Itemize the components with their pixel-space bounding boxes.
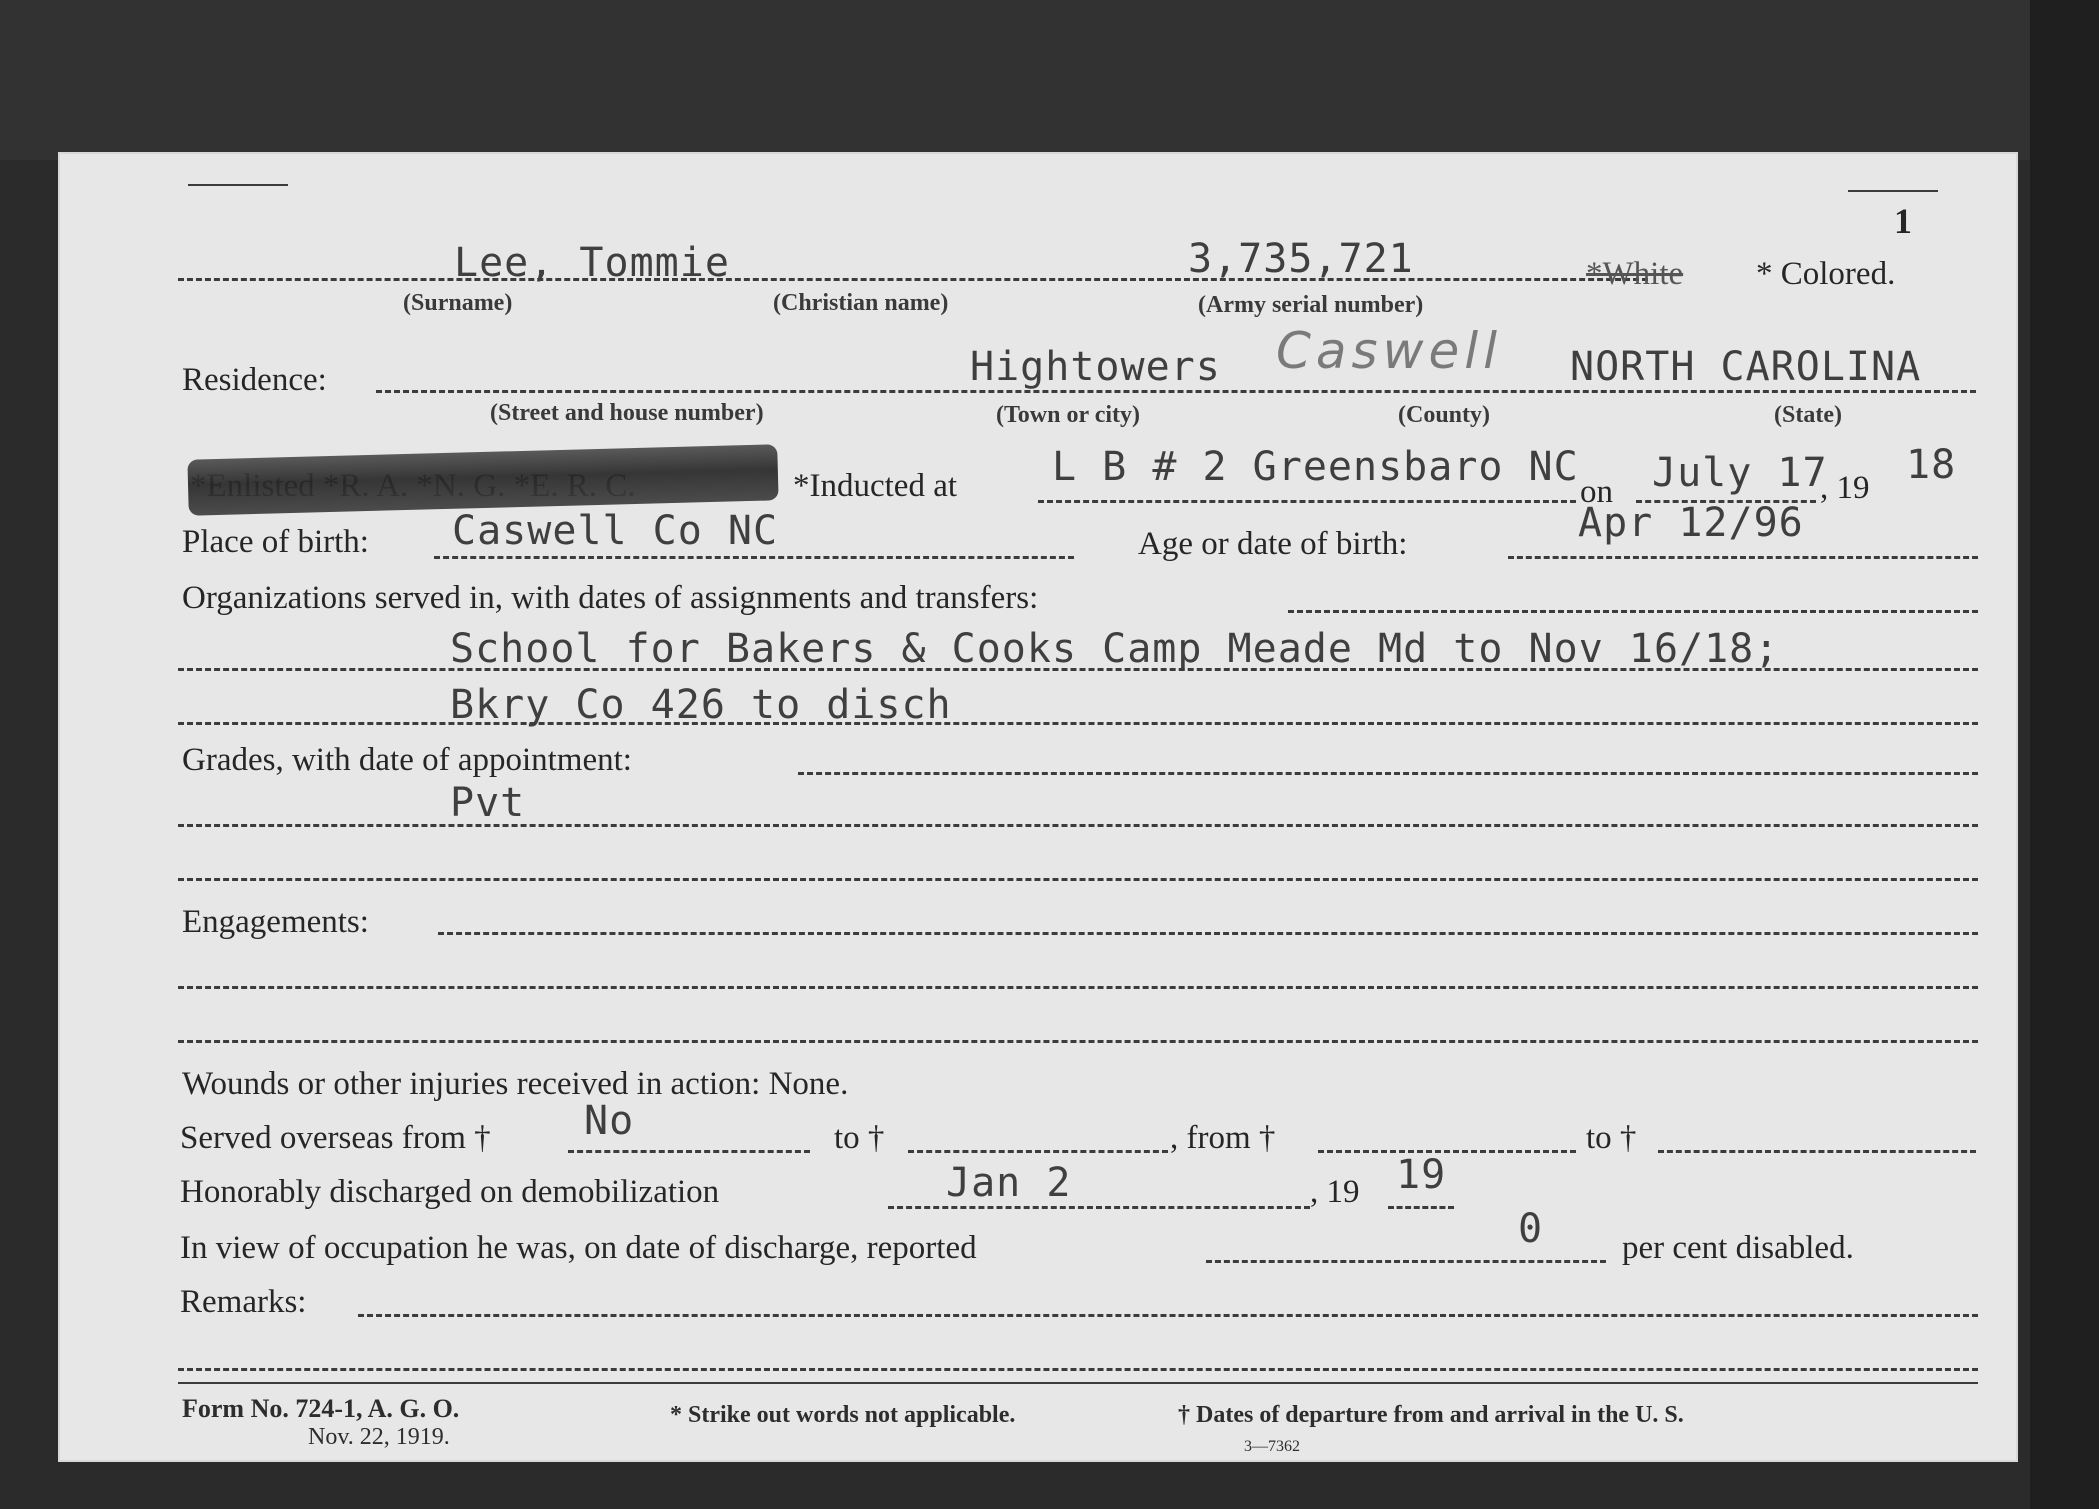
print-code: 3—7362	[1244, 1438, 1300, 1455]
race-colored: * Colored.	[1756, 256, 1896, 292]
surname-christian-value: Lee, Tommie	[454, 240, 730, 286]
birth-date-value: Apr 12/96	[1578, 500, 1804, 546]
town-value: Hightowers	[970, 344, 1221, 390]
residence-line	[376, 390, 1976, 393]
discharge-year-line	[1388, 1206, 1454, 1209]
strike-note: * Strike out words not applicable.	[670, 1402, 1016, 1428]
name-line	[178, 278, 1648, 281]
caption-serial: (Army serial number)	[1198, 292, 1424, 318]
grade-rule-2	[178, 878, 1978, 881]
discharge-date-value: Jan 2	[946, 1160, 1072, 1206]
top-left-rule	[188, 184, 288, 186]
overseas-to-label-2: to †	[1586, 1120, 1637, 1156]
dates-note: † Dates of departure from and arrival in the U. S.	[1178, 1402, 1684, 1428]
footer-rule	[178, 1382, 1978, 1384]
disability-line	[1206, 1260, 1606, 1263]
organizations-line	[1288, 610, 1978, 613]
caption-state: (State)	[1774, 402, 1842, 428]
disability-suffix: per cent disabled.	[1622, 1230, 1854, 1266]
engagements-label: Engagements:	[182, 904, 369, 940]
caption-town: (Town or city)	[996, 402, 1140, 428]
engagements-rule-1	[178, 986, 1978, 989]
organizations-label: Organizations served in, with dates of assignments and transfers:	[182, 580, 1039, 616]
inducted-line	[1038, 500, 1576, 503]
overseas-to-label: to †	[834, 1120, 885, 1156]
grade-rule-1	[178, 824, 1978, 827]
background-top	[0, 0, 2099, 160]
birth-date-line	[1508, 556, 1978, 559]
overseas-value: No	[584, 1098, 635, 1144]
induction-year-value: 18	[1906, 442, 1957, 488]
wounds-label: Wounds or other injuries received in action: None.	[182, 1066, 849, 1102]
top-right-rule	[1848, 190, 1938, 192]
discharge-year-prefix: , 19	[1310, 1174, 1360, 1210]
organization-line-2: Bkry Co 426 to disch	[450, 682, 952, 728]
discharge-date-line	[888, 1206, 1310, 1209]
organization-rule-2	[178, 722, 1978, 725]
induction-date-value: July 17	[1652, 450, 1828, 496]
form-number: Form No. 724-1, A. G. O.	[182, 1394, 460, 1423]
overseas-from-line-2	[1318, 1150, 1576, 1153]
engagements-line	[438, 932, 1978, 935]
race-white: *White	[1586, 256, 1684, 292]
county-handwritten: Caswell	[1276, 322, 1503, 380]
on-label: on	[1580, 474, 1613, 510]
redaction-smudge	[187, 444, 778, 515]
grade-value: Pvt	[450, 780, 526, 826]
grades-label: Grades, with date of appointment:	[182, 742, 632, 778]
organization-rule-1	[178, 668, 1978, 671]
caption-street: (Street and house number)	[490, 400, 764, 426]
service-record-card	[58, 152, 2018, 1462]
background-right	[2030, 0, 2099, 1509]
remarks-line	[358, 1314, 1978, 1317]
caption-county: (County)	[1398, 402, 1491, 428]
residence-label: Residence:	[182, 362, 327, 398]
overseas-label: Served overseas from †	[180, 1120, 491, 1156]
sheet-number: 1	[1894, 201, 1912, 241]
remarks-label: Remarks:	[180, 1284, 307, 1320]
grades-line	[798, 772, 1978, 775]
discharge-year-value: 19	[1396, 1152, 1447, 1198]
caption-christian-name: (Christian name)	[773, 290, 949, 316]
serial-number-value: 3,735,721	[1188, 236, 1414, 282]
remarks-rule	[178, 1368, 1978, 1371]
overseas-from-line	[568, 1150, 810, 1153]
year-prefix: , 19	[1820, 470, 1870, 506]
disability-label: In view of occupation he was, on date of discharge, reported	[180, 1230, 977, 1266]
disability-value: 0	[1518, 1206, 1544, 1252]
organization-line-1: School for Bakers & Cooks Camp Meade Md to Nov 16/18;	[450, 626, 1780, 672]
inducted-at-value: L B # 2 Greensbaro NC	[1052, 444, 1579, 490]
birth-place-label: Place of birth:	[182, 524, 369, 560]
caption-surname: (Surname)	[403, 290, 513, 316]
overseas-to-line-2	[1658, 1150, 1976, 1153]
overseas-to-line	[908, 1150, 1168, 1153]
inducted-label: *Inducted at	[793, 468, 958, 504]
discharge-label: Honorably discharged on demobilization	[180, 1174, 720, 1210]
overseas-from-label-2: , from †	[1170, 1120, 1276, 1156]
engagements-rule-2	[178, 1040, 1978, 1043]
age-label: Age or date of birth:	[1138, 526, 1408, 562]
form-date: Nov. 22, 1919.	[308, 1424, 450, 1450]
birth-place-line	[434, 556, 1074, 559]
state-value: NORTH CAROLINA	[1570, 344, 1922, 390]
birth-place-value: Caswell Co NC	[452, 508, 779, 554]
